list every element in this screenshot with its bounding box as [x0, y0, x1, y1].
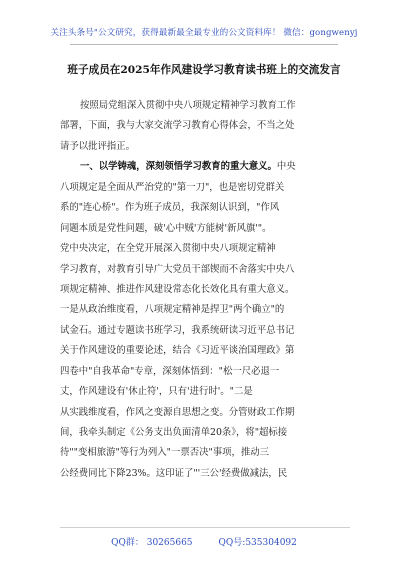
body-line: 关于作风建设的重要论述，结合《习近平谈治国理政》第 [60, 345, 295, 357]
body-line: 项规定精神、推进作风建设常态化长效化具有重大意义。 [60, 283, 295, 295]
body-line: 系的"连心桥"。作为班子成员，我深刻认识到，"作风 [60, 202, 280, 214]
body-line: 学习教育，对教育引导广大党员干部锲而不舍落实中央八 [60, 263, 295, 275]
body-line: 四卷中"自我革命"专章，深刻体悟到："松一尺必退一 [60, 365, 280, 377]
document-body [60, 96, 350, 484]
header-banner: 关注头条号"公文研究，获得最新最全最专业的公文资料库！ 微信：gongwenyj [50, 28, 358, 38]
section-heading: 一、以学铸魂，深刻领悟学习教育的重大意义。 [80, 161, 277, 173]
body-line: 待""变相旅游"等行为列入"一票否决"事项，推动三 [60, 447, 270, 459]
body-line: 按照局党组深入贯彻中央八项规定精神学习教育工作 [80, 100, 296, 111]
header-divider [70, 44, 338, 45]
footer-contact [0, 535, 408, 548]
body-line: 从实践维度看，作风之变源自思想之变。分管财政工作期 [60, 406, 295, 418]
footer-qq-group: QQ群： 30265665 [111, 538, 193, 548]
body-line: 请予以批评指正。 [60, 140, 136, 152]
section-heading-line [60, 157, 350, 177]
body-line: 八项规定是全面从严治党的"第一刀"，也是密切党群关 [60, 181, 285, 193]
body-line: 间，我牵头制定《公务支出负面清单20条》，将"超标接 [60, 427, 288, 438]
body-line: 丈，作风建设有'休止符'，只有'进行时'。"二是 [60, 386, 253, 398]
body-line: 试金石。通过专题读书班学习，我系统研读习近平总书记 [60, 324, 295, 336]
footer-divider [60, 527, 350, 528]
document-title: 班子成员在2025年作风建设学习教育读书班上的交流发言 [67, 64, 341, 76]
footer-qq-number: QQ号:535304092 [218, 538, 297, 548]
body-line: 公经费同比下降23%。这印证了"'三公'经费做减法，民 [60, 467, 288, 479]
section-heading-tail: 中央 [276, 161, 296, 173]
body-line: 党中央决定，在全党开展深入贯彻中央八项规定精神 [60, 243, 276, 255]
body-line: 问题本质是党性问题，破'心中贼'方能树'新风旗'"。 [60, 222, 272, 234]
body-line: 一是从政治维度看，八项规定精神是捍卫"两个确立"的 [60, 304, 285, 316]
body-line: 部署，下面，我与大家交流学习教育心得体会，不当之处 [60, 120, 295, 132]
